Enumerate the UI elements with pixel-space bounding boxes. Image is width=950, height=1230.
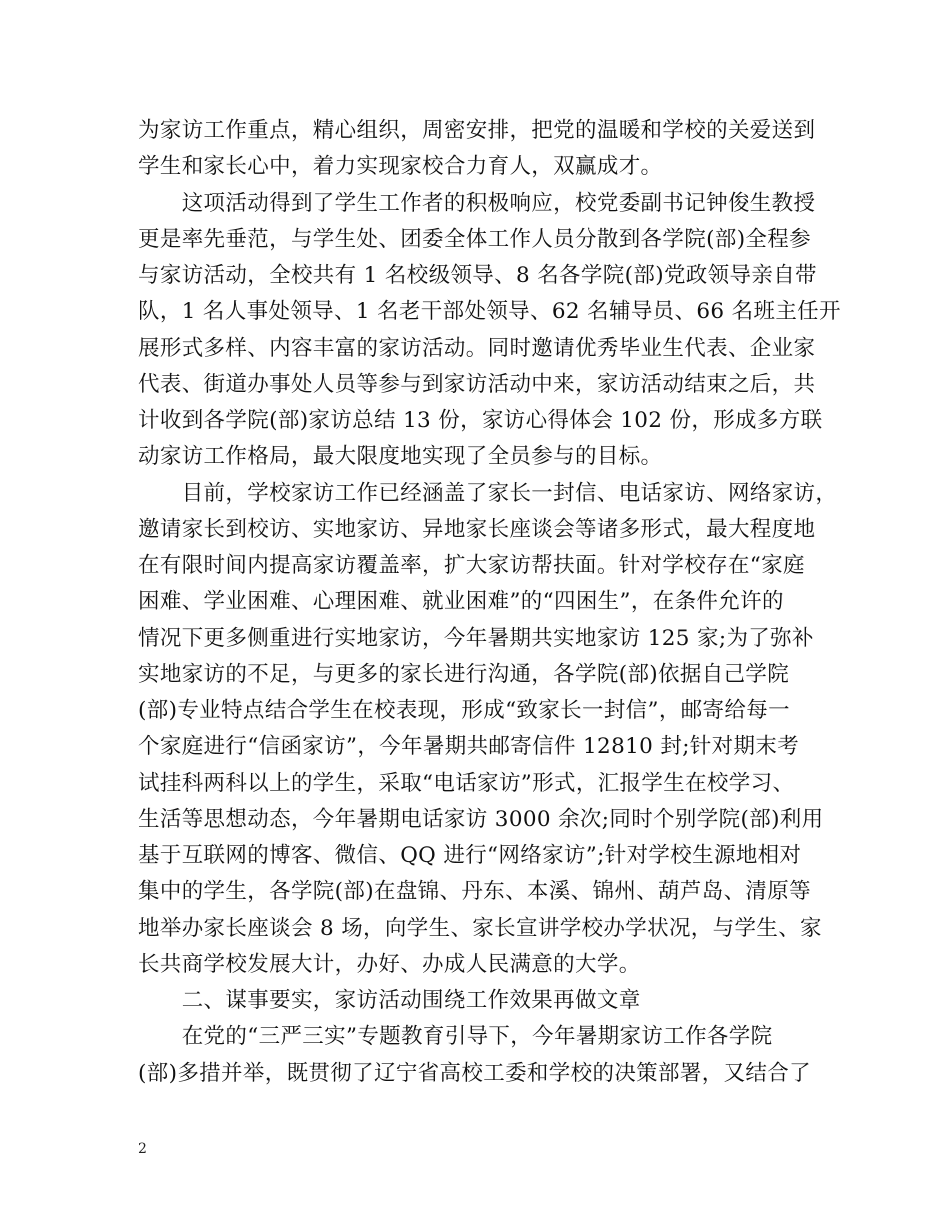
body-text-line: 情况下更多侧重进行实地家访，今年暑期共实地家访 125 家;为了弥补 xyxy=(138,626,814,651)
body-text-line: 与家访活动，全校共有 1 名校级领导、8 名各学院(部)党政领导亲自带 xyxy=(138,263,817,288)
body-text-line: (部)专业特点结合学生在校表现，形成“致家长一封信”，邮寄给每一 xyxy=(138,698,790,723)
body-text-line: 个家庭进行“信函家访”，今年暑期共邮寄信件 12810 封;针对期末考 xyxy=(138,734,800,759)
section-heading: 二、谋事要实，家访活动围绕工作效果再做文章 xyxy=(138,988,641,1013)
body-text-line: 为家访工作重点，精心组织，周密安排，把党的温暖和学校的关爱送到 xyxy=(138,118,816,143)
body-text-line: 试挂科两科以上的学生，采取“电话家访”形式，汇报学生在校学习、 xyxy=(138,771,795,796)
body-text-line: 更是率先垂范，与学生处、团委全体工作人员分散到各学院(部)全程参 xyxy=(138,227,811,252)
body-text-line: 在党的“三严三实”专题教育引导下，今年暑期家访工作各学院 xyxy=(138,1024,773,1049)
body-text-line: 集中的学生，各学院(部)在盘锦、丹东、本溪、锦州、葫芦岛、清原等 xyxy=(138,879,811,904)
body-text-line: 在有限时间内提高家访覆盖率，扩大家访帮扶面。针对学校存在“家庭 xyxy=(138,553,805,578)
body-text-line: 目前，学校家访工作已经涵盖了家长一封信、电话家访、网络家访， xyxy=(138,481,838,506)
page-number: 2 xyxy=(138,1141,147,1157)
body-text-line: 生活等思想动态，今年暑期电话家访 3000 余次;同时个别学院(部)利用 xyxy=(138,807,824,832)
body-text-line: 展形式多样、内容丰富的家访活动。同时邀请优秀毕业生代表、企业家 xyxy=(138,336,816,361)
body-text-line: 基于互联网的博客、微信、QQ 进行“网络家访”;针对学校生源地相对 xyxy=(138,843,802,868)
body-text-line: 代表、街道办事处人员等参与到家访活动中来，家访活动结束之后，共 xyxy=(138,372,816,397)
body-text-line: 队，1 名人事处领导、1 名老干部处领导、62 名辅导员、66 名班主任开 xyxy=(138,299,841,324)
body-text-line: 实地家访的不足，与更多的家长进行沟通，各学院(部)依据自己学院 xyxy=(138,662,790,687)
body-text-line: 长共商学校发展大计，办好、办成人民满意的大学。 xyxy=(138,952,641,977)
body-text-line: 动家访工作格局，最大限度地实现了全员参与的目标。 xyxy=(138,444,663,469)
body-text-line: 邀请家长到校访、实地家访、异地家长座谈会等诸多形式，最大程度地 xyxy=(138,517,816,542)
body-text-line: 困难、学业困难、心理困难、就业困难”的“四困生”，在条件允许的 xyxy=(138,589,784,614)
body-text-line: 地举办家长座谈会 8 场，向学生、家长宣讲学校办学状况，与学生、家 xyxy=(138,916,822,941)
body-text-line: 学生和家长心中，着力实现家校合力育人，双赢成才。 xyxy=(138,154,663,179)
body-text-line: 计收到各学院(部)家访总结 13 份，家访心得体会 102 份，形成多方联 xyxy=(138,408,823,433)
body-text-line: (部)多措并举，既贯彻了辽宁省高校工委和学校的决策部署，又结合了 xyxy=(138,1061,811,1086)
body-text-line: 这项活动得到了学生工作者的积极响应，校党委副书记钟俊生教授 xyxy=(138,191,816,216)
